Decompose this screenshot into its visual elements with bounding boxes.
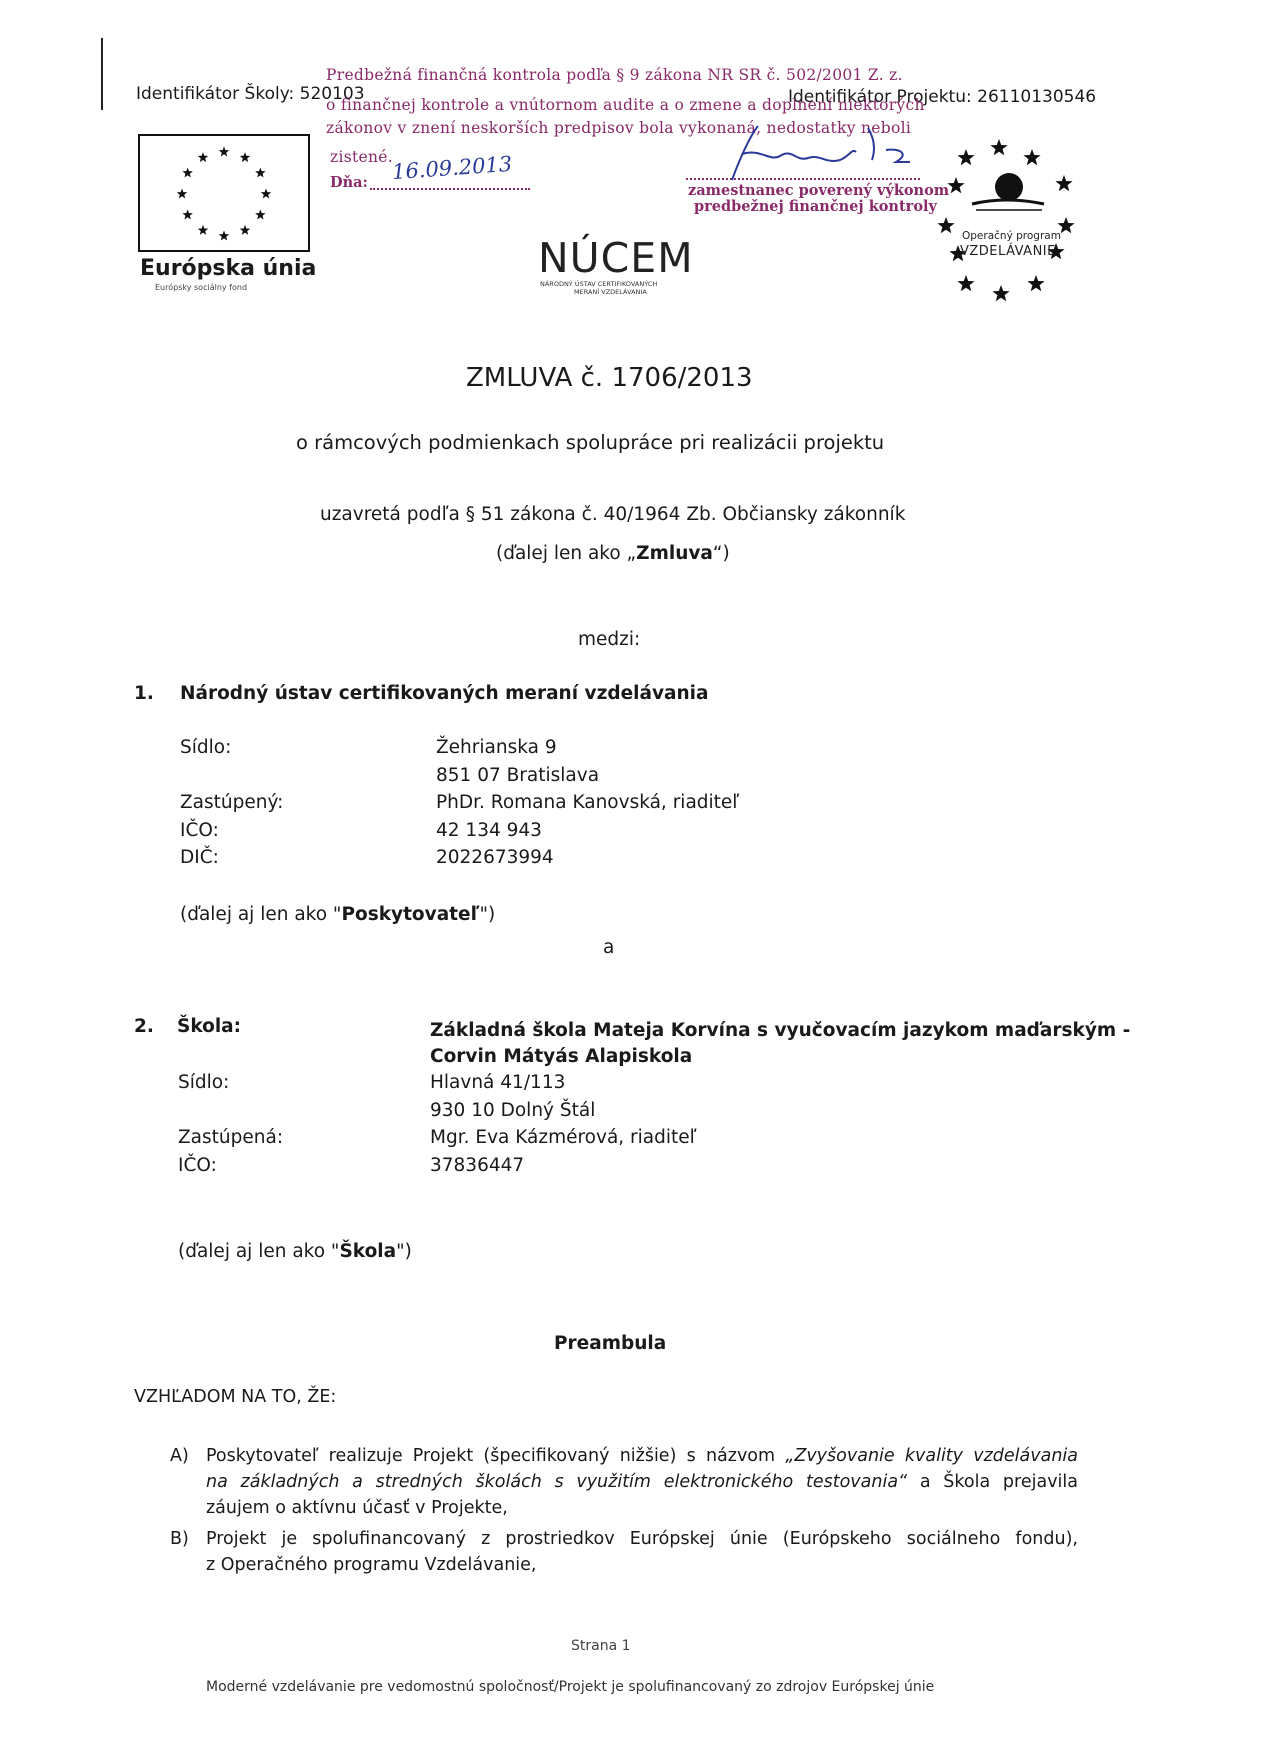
project-identifier: Identifikátor Projektu: 26110130546 bbox=[788, 87, 1097, 107]
eu-flag-icon bbox=[138, 134, 310, 252]
contract-title: ZMLUVA č. 1706/2013 bbox=[466, 363, 753, 393]
op-star-icon bbox=[1027, 275, 1044, 291]
op-star-icon bbox=[957, 275, 974, 291]
preamble-item-a-line-2: na základných a stredných školách s využitím elektronického testovania“ a Škola prejavila bbox=[206, 1472, 1078, 1492]
party1-field-label: Zastúpený: bbox=[180, 792, 284, 813]
party1-field-value: 2022673994 bbox=[436, 847, 554, 868]
handwritten-signature bbox=[700, 118, 920, 188]
stamp-line-2: o finančnej kontrole a vnútornom audite a o zmene a doplnení niektorých bbox=[326, 96, 925, 114]
party1-field-label: IČO: bbox=[180, 819, 219, 841]
stamp-line-4: zistené. bbox=[330, 148, 393, 166]
party2-field-label: Sídlo: bbox=[178, 1072, 230, 1093]
contract-alias: (ďalej len ako „Zmluva“) bbox=[496, 543, 730, 564]
op-star-icon bbox=[992, 285, 1009, 301]
footer-note: Moderné vzdelávanie pre vedomostnú spoločnosť/Projekt je spolufinancovaný zo zdrojov Európskej únie bbox=[206, 1679, 935, 1695]
preamble-item-b-marker: B) bbox=[170, 1529, 189, 1549]
party2-field-label: IČO: bbox=[178, 1154, 217, 1176]
party2-alias-term: Škola bbox=[339, 1241, 397, 1262]
legal-basis: uzavretá podľa § 51 zákona č. 40/1964 Zb. Občiansky zákonník bbox=[320, 504, 906, 525]
contract-alias-term: Zmluva bbox=[636, 543, 713, 564]
op-star-icon bbox=[990, 139, 1007, 155]
stamp-date-label: Dňa: bbox=[330, 174, 368, 191]
stamp-date-value: 16.09.2013 bbox=[391, 151, 513, 185]
party2-number: 2. bbox=[134, 1016, 154, 1037]
party2-field-value: Mgr. Eva Kázmérová, riaditeľ bbox=[430, 1127, 697, 1148]
op-star-icon bbox=[957, 149, 974, 165]
op-star-icon bbox=[1055, 175, 1072, 191]
stamp-line-3: zákonov v znení neskorších predpisov bola vykonaná, nedostatky neboli bbox=[326, 119, 912, 137]
preamble-item-a-line-3: záujem o aktívnu účasť v Projekte, bbox=[206, 1498, 508, 1518]
stamp-line-1: Predbežná finančná kontrola podľa § 9 zákona NR SR č. 502/2001 Z. z. bbox=[326, 66, 903, 84]
party1-field-value: PhDr. Romana Kanovská, riaditeľ bbox=[436, 792, 740, 813]
stamp-signatory-line-1: zamestnanec poverený výkonom bbox=[688, 182, 950, 199]
between-label: medzi: bbox=[578, 629, 641, 650]
party1-alias-term: Poskytovateľ bbox=[341, 904, 480, 925]
stamp-signatory-line-2: predbežnej finančnej kontroly bbox=[694, 198, 937, 215]
eu-logo-subtitle: Európsky sociálny fond bbox=[155, 283, 248, 292]
stamp-date-dots bbox=[370, 188, 530, 190]
preamble-intro: VZHĽADOM NA TO, ŽE: bbox=[134, 1387, 337, 1407]
nucem-logo-subline-1: NÁRODNÝ ÚSTAV CERTIFIKOVANÝCH bbox=[540, 280, 658, 288]
preamble-item-b-line-1: Projekt je spolufinancovaný z prostriedkov Európskej únie (Európskeho sociálneho fondu), bbox=[206, 1529, 1078, 1549]
party1-field-label: Sídlo: bbox=[180, 737, 232, 758]
contract-subtitle: o rámcových podmienkach spolupráce pri realizácii projektu bbox=[296, 431, 885, 454]
eu-logo bbox=[138, 134, 310, 252]
preamble-item-a-line-1: Poskytovateľ realizuje Projekt (špecifikovaný nižšie) s názvom „Zvyšovanie kvality vzdelávania bbox=[206, 1446, 1078, 1466]
op-logo-line-1: Operačný program bbox=[962, 230, 1061, 242]
margin-mark bbox=[101, 38, 103, 110]
party1-field-value: 851 07 Bratislava bbox=[436, 764, 600, 786]
party1-field-value: 42 134 943 bbox=[436, 819, 542, 841]
school-identifier: Identifikátor Školy: 520103 bbox=[136, 84, 365, 104]
party2-name-line-2: Corvin Mátyás Alapiskola bbox=[430, 1046, 693, 1067]
party1-field-value: Žehrianska 9 bbox=[436, 737, 557, 758]
party2-field-label: Zastúpená: bbox=[178, 1127, 284, 1148]
preamble-heading: Preambula bbox=[554, 1333, 667, 1354]
op-star-icon bbox=[937, 217, 954, 233]
op-star-icon bbox=[1023, 149, 1040, 165]
preamble-item-b-line-2: z Operačného programu Vzdelávanie, bbox=[206, 1555, 537, 1575]
party2-label: Škola: bbox=[177, 1016, 242, 1037]
nucem-logo-name: NÚCEM bbox=[538, 234, 694, 282]
party2-field-value: 930 10 Dolný Štál bbox=[430, 1099, 596, 1121]
party2-field-value: Hlavná 41/113 bbox=[430, 1072, 566, 1093]
party1-name: Národný ústav certifikovaných meraní vzdelávania bbox=[180, 683, 709, 704]
party1-alias: (ďalej aj len ako "Poskytovateľ") bbox=[180, 904, 496, 925]
conjunction: a bbox=[603, 937, 615, 958]
op-logo-line-2: VZDELÁVANIE bbox=[960, 244, 1056, 259]
party2-alias: (ďalej aj len ako "Škola") bbox=[178, 1241, 412, 1262]
party1-number: 1. bbox=[134, 683, 154, 704]
party2-name-line-1: Základná škola Mateja Korvína s vyučovacím jazykom maďarským - bbox=[430, 1020, 1131, 1041]
page-number: Strana 1 bbox=[571, 1638, 631, 1654]
eu-logo-title: Európska únia bbox=[140, 256, 317, 281]
op-star-icon bbox=[947, 177, 964, 193]
party2-field-value: 37836447 bbox=[430, 1154, 525, 1176]
party1-field-label: DIČ: bbox=[180, 847, 219, 868]
op-vzdelavanie-stars-icon bbox=[926, 134, 1086, 314]
nucem-logo-subline-2: MERANÍ VZDELÁVANIA bbox=[574, 288, 647, 296]
preamble-item-a-marker: A) bbox=[170, 1446, 189, 1466]
